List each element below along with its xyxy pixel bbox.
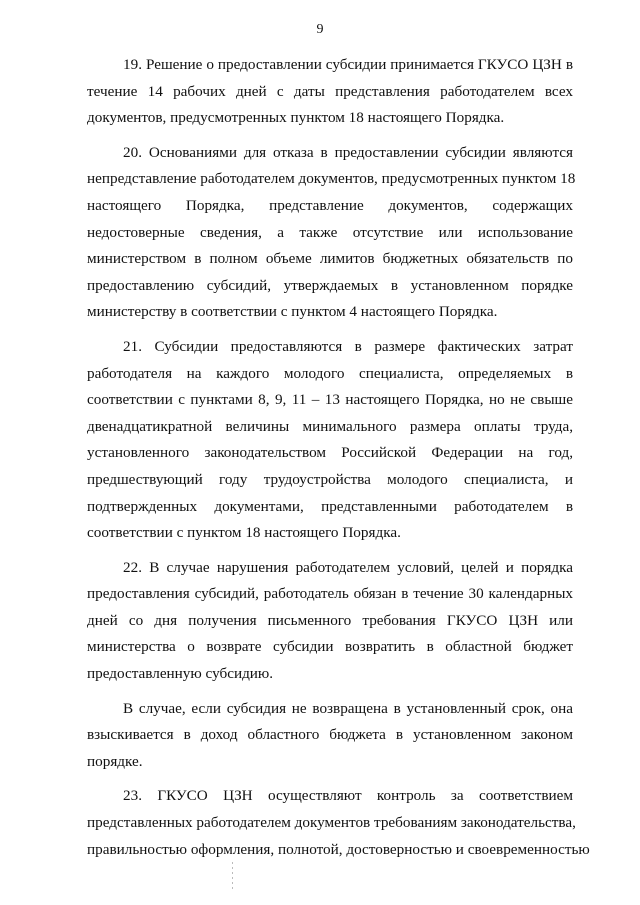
- text-line: дней со дня получения письменного требования ГКУСО ЦЗН или: [87, 611, 573, 629]
- text-line: двенадцатикратной величины минимального размера оплаты труда,: [87, 417, 573, 435]
- text-line: настоящего Порядка, представление документов, содержащих: [87, 196, 573, 214]
- text-line: предоставлению субсидий, утверждаемых в установленном порядке: [87, 276, 573, 294]
- text-line: установленного законодательством Российской Федерации на год,: [87, 444, 573, 462]
- paragraph-20: [87, 140, 576, 326]
- paragraph-23: [87, 783, 590, 863]
- text-line: работодателя на каждого молодого специалиста, определяемых в: [87, 364, 573, 382]
- text-line: 22. В случае нарушения работодателем условий, целей и порядка: [123, 558, 573, 576]
- paragraph-21: [87, 334, 573, 547]
- text-line: министерству в соответствии с пунктом 4 настоящего Порядка.: [87, 303, 498, 321]
- text-line: представленных работодателем документов требованиям законодательства,: [87, 814, 576, 832]
- text-line: 19. Решение о предоставлении субсидии принимается ГКУСО ЦЗН в: [123, 56, 573, 73]
- text-line: 21. Субсидии предоставляются в размере фактических затрат: [123, 337, 573, 355]
- text-line: течение 14 рабочих дней с даты представления работодателем всех: [87, 82, 573, 100]
- text-line: предшествующий году трудоустройства молодого специалиста, и: [87, 470, 573, 488]
- text-line: документов, предусмотренных пунктом 18 настоящего Порядка.: [87, 109, 505, 127]
- text-line: предоставленную субсидию.: [87, 665, 274, 683]
- text-line: порядке.: [87, 752, 143, 770]
- text-line: В случае, если субсидия не возвращена в установленный срок, она: [123, 699, 573, 717]
- paragraph-22: [87, 555, 573, 688]
- text-line: подтвержденных документами, представленными работодателем в: [87, 497, 573, 515]
- text-line: правильностью оформления, полнотой, достоверностью и своевременностью: [87, 840, 590, 858]
- paragraph-19: [87, 52, 573, 132]
- text-line: взыскивается в доход областного бюджета в установленном законом: [87, 726, 573, 744]
- text-line: предоставления субсидий, работодатель обязан в течение 30 календарных: [87, 585, 573, 603]
- page-number: 9: [316, 22, 324, 37]
- text-line: непредставление работодателем документов, предусмотренных пунктом 18: [87, 170, 576, 188]
- document-body: [87, 52, 590, 863]
- text-line: соответствии с пунктом 18 настоящего Порядка.: [87, 524, 401, 542]
- text-line: 23. ГКУСО ЦЗН осуществляют контроль за соответствием: [123, 787, 573, 805]
- paragraph-22-continued: [87, 696, 573, 776]
- text-line: 20. Основаниями для отказа в предоставлении субсидии являются: [123, 143, 573, 161]
- text-line: министерством в полном объеме лимитов бюджетных обязательств по: [87, 250, 573, 268]
- text-line: министерства о возврате субсидии возвратить в областной бюджет: [87, 638, 573, 656]
- scan-artifact: [232, 862, 233, 892]
- text-line: недостоверные сведения, а также отсутствие или использование: [87, 223, 573, 241]
- text-line: соответствии с пунктами 8, 9, 11 – 13 настоящего Порядка, но не свыше: [87, 391, 573, 409]
